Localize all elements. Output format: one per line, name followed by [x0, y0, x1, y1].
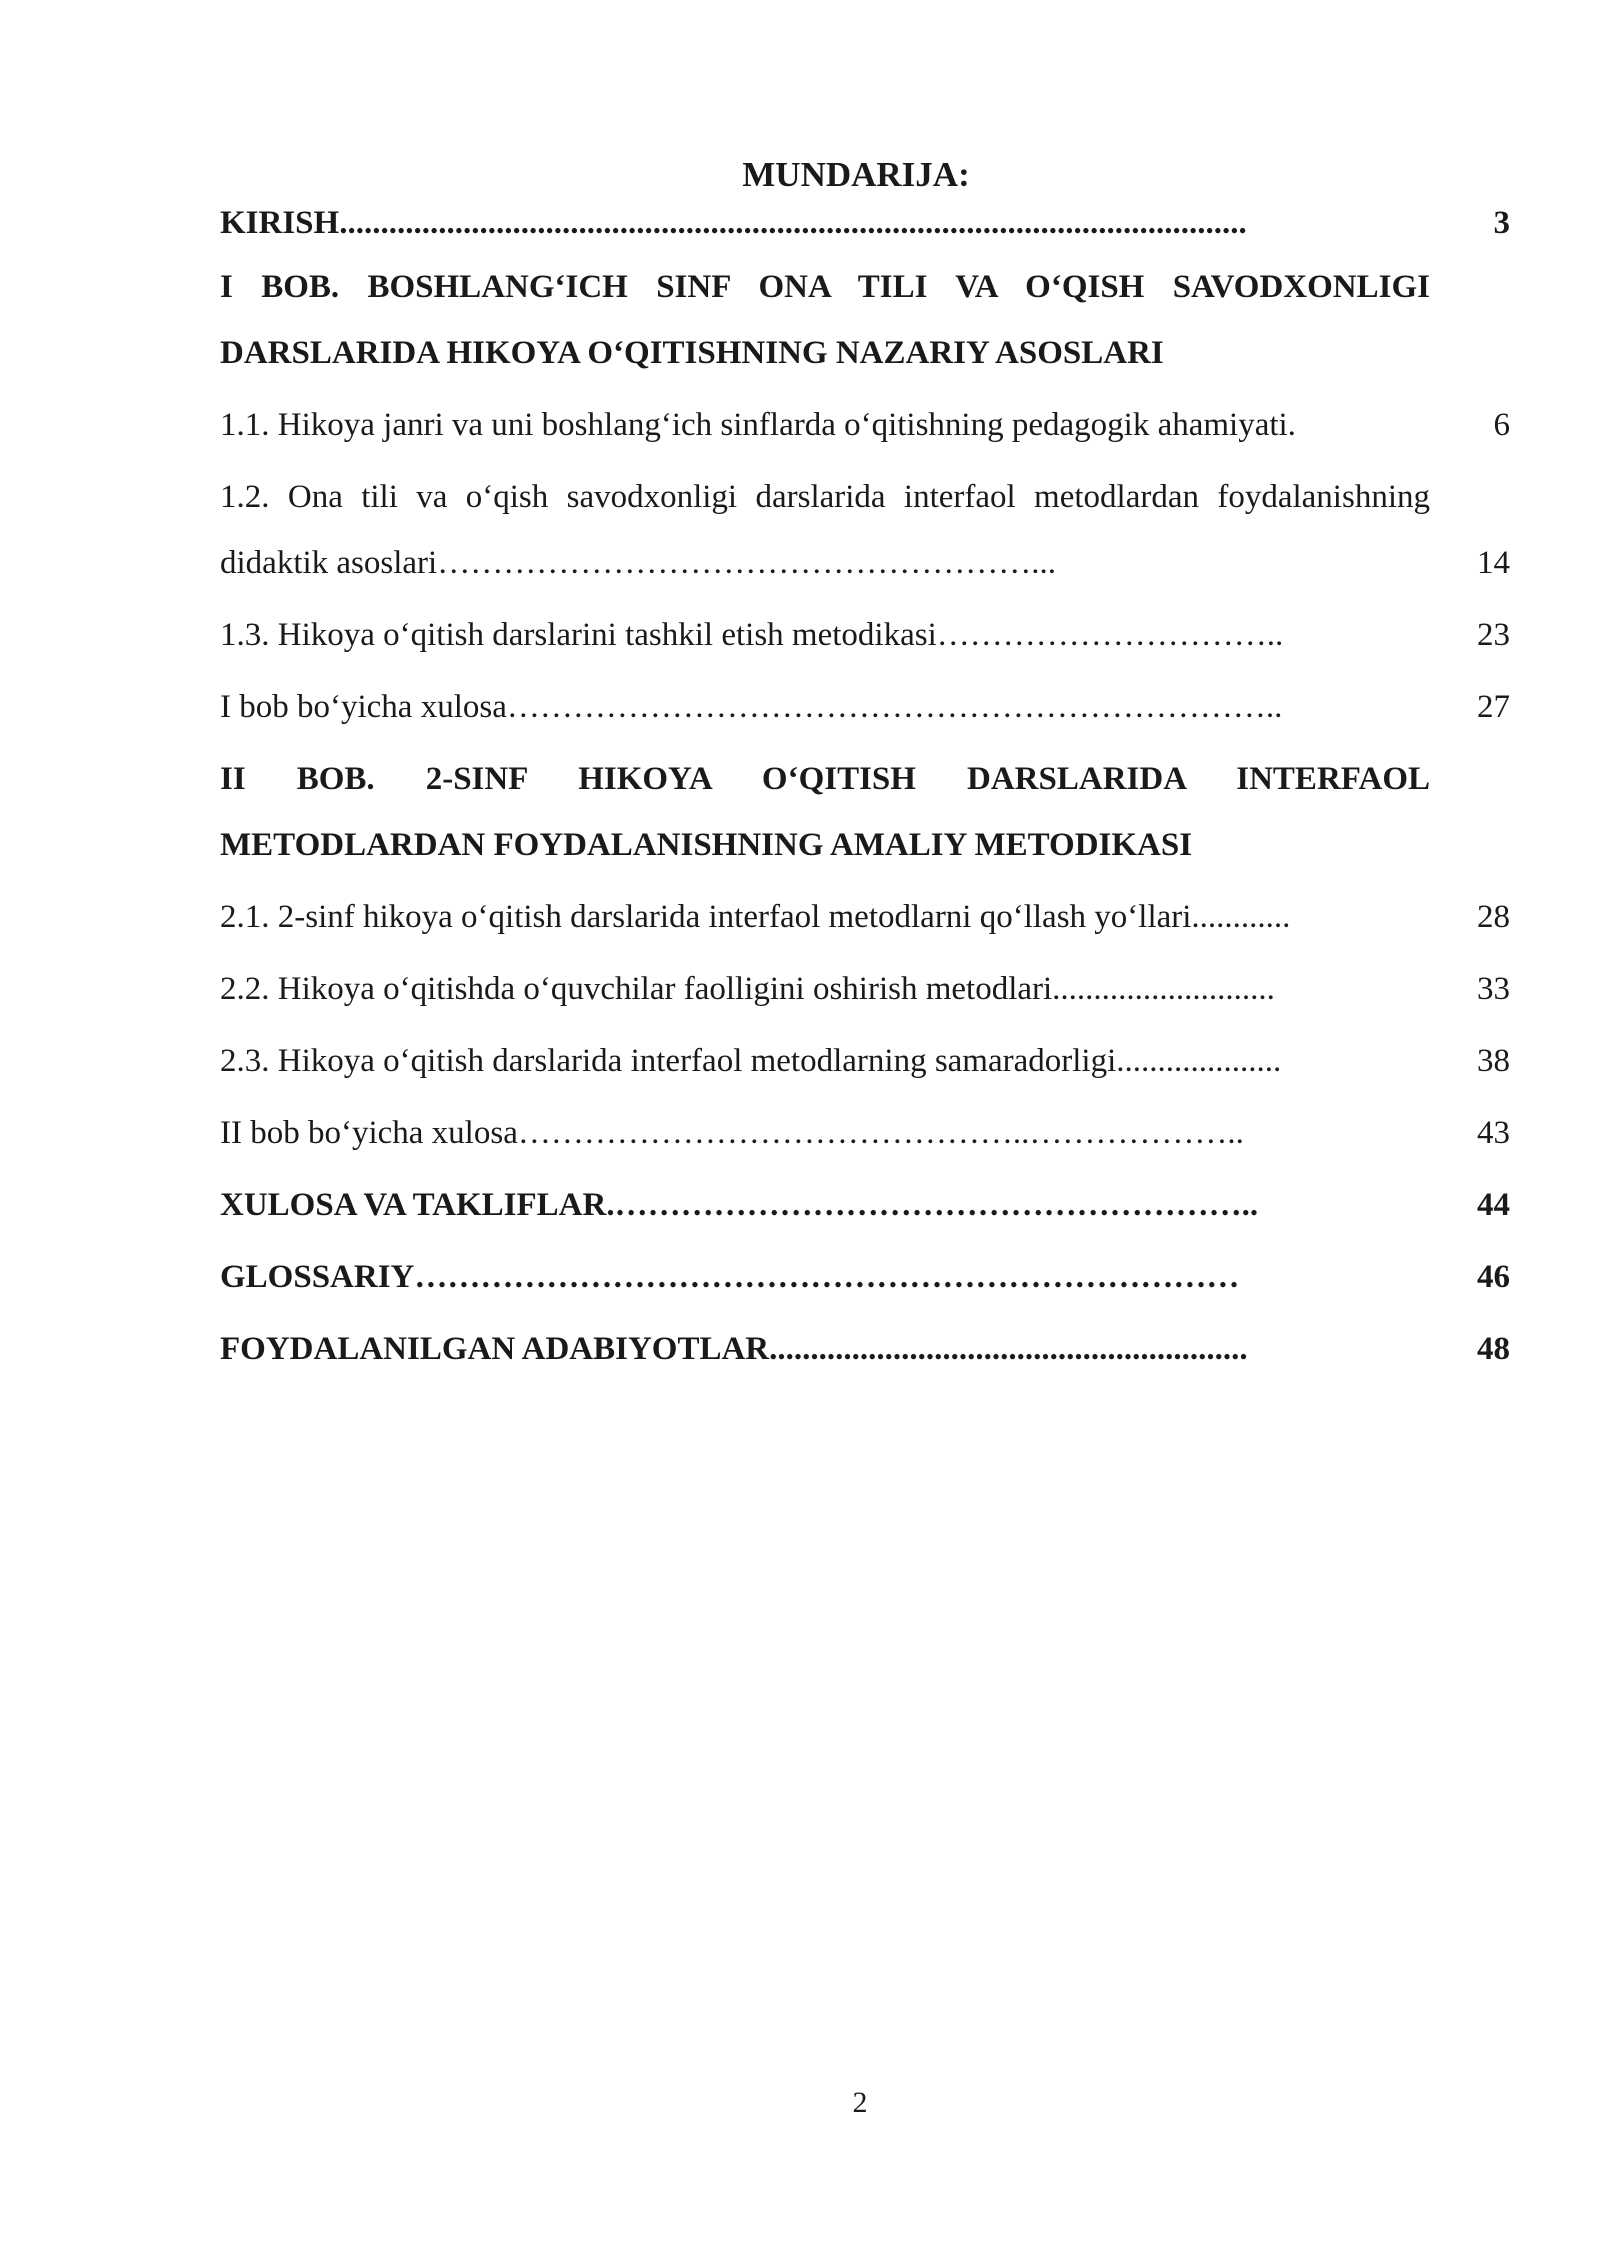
- toc-entry-conclusion[interactable]: [220, 1172, 1510, 1238]
- toc-entry-page: 6: [1493, 407, 1510, 443]
- toc-entry-page: 43: [1477, 1115, 1510, 1151]
- toc-entry-page: 33: [1477, 971, 1510, 1007]
- toc-entry-page: 14: [1477, 545, 1510, 581]
- toc-entry-page: 28: [1477, 899, 1510, 935]
- toc-entry-text: GLOSSARIY…………………………………………………………………: [220, 1259, 1240, 1295]
- toc-entry-page: 23: [1477, 617, 1510, 653]
- toc-entry-page: 38: [1477, 1043, 1510, 1079]
- toc-entry-bibliography[interactable]: [220, 1316, 1510, 1382]
- table-of-contents: [220, 198, 1510, 1388]
- toc-entry-text: 2.2. Hikoya o‘qitishda o‘quvchilar faolligini oshirish metodlari...........................: [220, 971, 1275, 1007]
- toc-entry-page: 48: [1477, 1331, 1510, 1367]
- toc-entry-kirish[interactable]: [220, 198, 1510, 248]
- toc-entry-text: XULOSA VA TAKLIFLAR.…………………………………………………..: [220, 1187, 1259, 1223]
- toc-chapter-1-heading[interactable]: [220, 254, 1510, 386]
- toc-entry-text: II bob bo‘yicha xulosa………………………………………..………………..: [220, 1115, 1244, 1151]
- toc-chapter-2-heading[interactable]: [220, 746, 1510, 878]
- toc-entry-page: 27: [1477, 689, 1510, 725]
- toc-entry-text: 2.3. Hikoya o‘qitish darslarida interfaol metodlarning samaradorligi....................: [220, 1043, 1282, 1079]
- toc-entry-text: I bob bo‘yicha xulosa……………………………………………………………..: [220, 689, 1283, 725]
- toc-entry-1-1[interactable]: [220, 392, 1510, 458]
- toc-entry-text: 1.1. Hikoya janri va uni boshlang‘ich sinflarda o‘qitishning pedagogik ahamiyati.: [220, 407, 1296, 443]
- toc-entry-text: 1.2. Ona tili va o‘qish savodxonligi darslarida interfaol metodlardan foydalanishning didaktik asoslari………………………………………………...: [220, 479, 1430, 581]
- toc-title: MUNDARIJA:: [742, 155, 970, 194]
- toc-entry-page: 3: [1493, 205, 1510, 241]
- toc-entry-text: 2.1. 2-sinf hikoya o‘qitish darslarida interfaol metodlarni qo‘llash yo‘llari............: [220, 899, 1291, 935]
- toc-entry-2-2[interactable]: [220, 956, 1510, 1022]
- toc-entry-chapter-2-summary[interactable]: [220, 1100, 1510, 1166]
- toc-entry-text: II BOB. 2-SINF HIKOYA O‘QITISH DARSLARIDA INTERFAOL METODLARDAN FOYDALANISHNING AMALIY METODIKASI: [220, 761, 1430, 863]
- toc-entry-glossary[interactable]: [220, 1244, 1510, 1310]
- toc-entry-chapter-1-summary[interactable]: [220, 674, 1510, 740]
- page-number: 2: [852, 2086, 868, 2119]
- toc-entry-text: FOYDALANILGAN ADABIYOTLAR..........................................................: [220, 1331, 1248, 1367]
- toc-entry-text: KIRISH..............................................................................................................: [220, 205, 1247, 241]
- toc-entry-text: I BOB. BOSHLANG‘ICH SINF ONA TILI VA O‘QISH SAVODXONLIGI DARSLARIDA HIKOYA O‘QITISHNING NAZARIY ASOSLARI: [220, 269, 1430, 371]
- toc-entry-text: 1.3. Hikoya o‘qitish darslarini tashkil etish metodikasi…………………………..: [220, 617, 1284, 653]
- toc-entry-page: 46: [1477, 1259, 1510, 1295]
- toc-entry-1-2[interactable]: [220, 464, 1510, 596]
- toc-entry-2-1[interactable]: [220, 884, 1510, 950]
- toc-entry-2-3[interactable]: [220, 1028, 1510, 1094]
- toc-entry-page: 44: [1477, 1187, 1510, 1223]
- toc-entry-1-3[interactable]: [220, 602, 1510, 668]
